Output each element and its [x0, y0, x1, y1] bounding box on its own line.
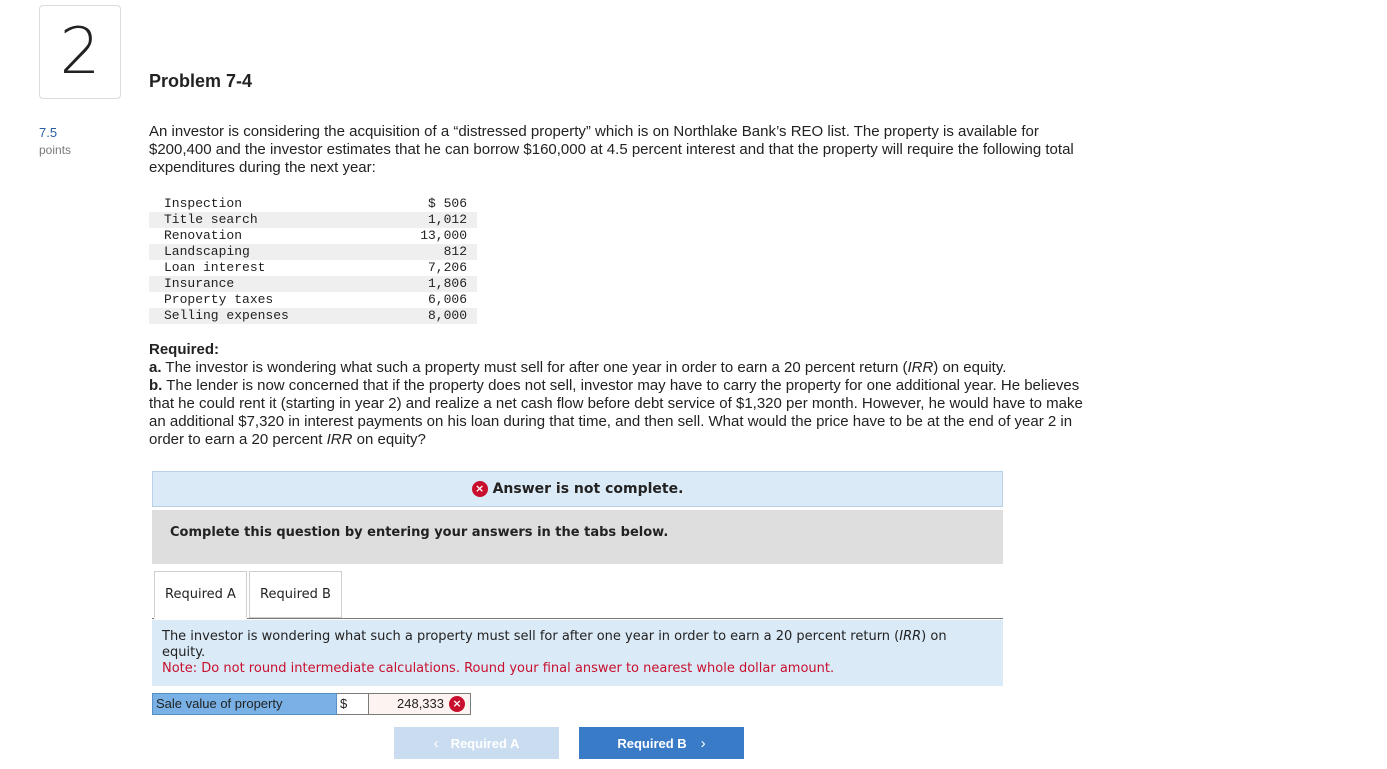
panel-note: Note: Do not round intermediate calculations. Round your final answer to nearest whole dollar amount.: [162, 661, 835, 676]
table-row: [149, 308, 477, 324]
cost-value: 812: [402, 244, 477, 260]
chevron-right-icon: ›: [700, 734, 706, 752]
cost-value: 7,206: [427, 260, 467, 275]
table-row: [149, 244, 477, 260]
answer-label: Sale value of property: [152, 693, 337, 715]
problem-title: Problem 7-4: [149, 71, 253, 91]
table-row: [149, 196, 477, 212]
instructions-box: [152, 510, 1003, 564]
question-number: 2: [39, 5, 121, 99]
tab-required-b[interactable]: Required B: [249, 571, 342, 618]
required-b: [149, 377, 1094, 449]
answer-status-banner: [152, 471, 1003, 507]
irr-term: IRR: [326, 431, 353, 448]
tab-panel: [152, 620, 1003, 686]
cost-value: 1,806: [402, 276, 477, 292]
sale-value: 248,333: [397, 696, 444, 711]
status-text: Answer is not complete.: [492, 481, 684, 497]
prev-button-label: Required A: [450, 735, 520, 751]
chevron-left-icon: ‹: [433, 734, 439, 752]
points-label: points: [39, 143, 72, 157]
error-icon: ×: [472, 481, 488, 497]
cost-label: Selling expenses: [149, 308, 402, 324]
cost-label: Loan interest: [164, 260, 266, 275]
cost-value: 8,000: [402, 308, 477, 324]
prev-button[interactable]: [394, 727, 559, 759]
panel-text: [162, 629, 982, 677]
next-button[interactable]: [579, 727, 744, 759]
required-heading: Required:: [149, 341, 220, 358]
required-section: [149, 341, 1094, 449]
cost-label: Property taxes: [164, 292, 274, 307]
required-a: [149, 359, 1094, 377]
sale-value-input[interactable]: [369, 693, 471, 715]
required-b-text-end: on equity?: [352, 431, 426, 448]
irr-term: IRR: [907, 359, 934, 376]
cost-label: Insurance: [149, 276, 402, 292]
table-row: [149, 260, 477, 276]
table-row: [149, 228, 477, 244]
table-row: [149, 212, 477, 228]
currency-symbol: $: [337, 693, 369, 715]
cost-value: $ 506: [427, 196, 467, 211]
table-row: [149, 276, 477, 292]
tab-divider: [152, 618, 1003, 619]
cost-value: 1,012: [402, 212, 477, 228]
table-row: [149, 292, 477, 308]
cost-value: 6,006: [427, 292, 467, 307]
cost-label: Inspection: [164, 196, 243, 211]
cost-label: Landscaping: [149, 244, 402, 260]
panel-question: The investor is wondering what such a property must sell for after one year in order to earn a 20 percent return (: [162, 629, 900, 644]
irr-term: IRR: [899, 629, 922, 644]
incorrect-icon: ×: [449, 696, 465, 712]
points-value: 7.5: [39, 125, 58, 140]
cost-label: Title search: [149, 212, 402, 228]
cost-label: Renovation: [164, 228, 243, 243]
required-a-text-end: ) on equity.: [933, 359, 1007, 376]
required-b-text: The lender is now concerned that if the property does not sell, investor may have to carry the property for one additional year. He believes that he could rent it (starting in year 2) and realize a net cash flow before debt service of $1,320 per month. However, he would have to make an additional $7,320 in interest payments on his loan during that time, and then sell. What would the price have to be at the end of year 2 in order to earn a 20 percent: [149, 377, 1083, 448]
required-b-label: b.: [149, 377, 163, 394]
instructions-text: Complete this question by entering your answers in the tabs below.: [170, 525, 669, 540]
next-button-label: Required B: [617, 735, 687, 751]
required-a-text: The investor is wondering what such a property must sell for after one year in order to earn a 20 percent return (: [161, 359, 908, 376]
panel-question-end: ) on equity.: [162, 629, 947, 660]
cost-value: 13,000: [420, 228, 467, 243]
required-a-label: a.: [149, 359, 162, 376]
problem-intro: An investor is considering the acquisition of a “distressed property” which is on Northlake Bank’s REO list. The property is available for $200,400 and the investor estimates that he can borrow $160,000 at 4.5 percent interest and that the property will require the following total expenditures during the next year:: [149, 123, 1074, 176]
expenditures-table: [149, 196, 477, 324]
tab-required-a[interactable]: Required A: [154, 571, 247, 619]
